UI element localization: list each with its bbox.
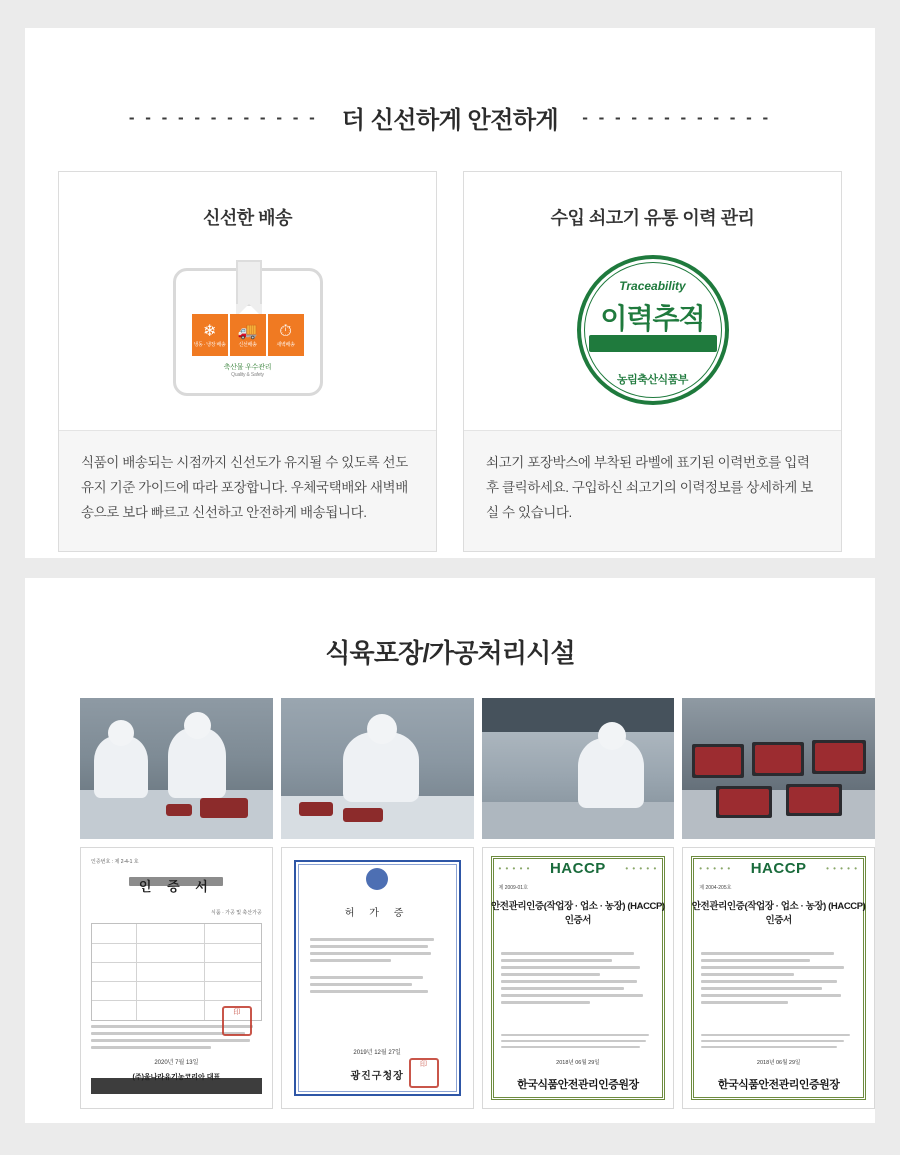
cert-doc-no: 제 2004-205호 (699, 885, 732, 891)
traceability-seal-icon (577, 255, 729, 405)
cert-haccp-2 (682, 847, 875, 1109)
cert-emblem-icon (366, 868, 388, 890)
heading-dash-right: - - - - - - - - - - - - (582, 107, 772, 127)
cert-title: 허 가 증 (344, 908, 410, 919)
delivery-box-icon (173, 260, 323, 400)
cert-footer-bar (91, 1078, 262, 1094)
facility-photo-grid (80, 698, 875, 839)
card-beef-traceability (463, 171, 842, 552)
quality-mark (192, 362, 304, 378)
cert-issuer: 한국식품안전관리인증원장 (717, 1079, 840, 1091)
badge-row (192, 314, 304, 356)
photo-meat-trimming (80, 698, 273, 839)
cert-title: 안전관리인증(작업장 · 업소 · 농장) (HACCP) 인증서 (491, 901, 665, 927)
section-one-heading (25, 100, 875, 135)
freshness-section (25, 28, 875, 558)
seal-top-text: Traceability (619, 279, 686, 293)
photo-inspection-line (482, 698, 675, 839)
cert-certification (80, 847, 273, 1109)
info-card-list (58, 171, 842, 552)
cert-date: 2019년 12월 27일 (353, 1050, 401, 1056)
photo-meat (343, 808, 383, 822)
photo-meat (166, 804, 192, 816)
cert-title: 안전관리인증(작업장 · 업소 · 농장) (HACCP) 인증서 (691, 901, 866, 927)
haccp-dots-right: • • • • • (826, 864, 858, 873)
card-title: 수입 쇠고기 유통 이력 관리 (550, 208, 755, 228)
truck-icon: 🚚 (237, 322, 258, 340)
badge-fresh (230, 314, 266, 356)
box-ribbon (236, 260, 262, 306)
section-two-title: 식육포장/가공처리시설 (325, 638, 575, 668)
photo-packaging-line (281, 698, 474, 839)
cert-date: 2018년 06월 29일 (556, 1060, 600, 1066)
photo-tray (716, 786, 772, 818)
snowflake-icon: ❄ (202, 322, 217, 340)
card-fresh-delivery (58, 171, 437, 552)
haccp-dots-left: • • • • • (699, 864, 732, 873)
photo-machine (482, 698, 675, 732)
facility-section (25, 578, 875, 1123)
photo-worker-head (108, 720, 134, 746)
cert-header-label: 인증번호 : 제 2-4-1 호 (91, 859, 139, 865)
certificate-grid (80, 847, 875, 1109)
section-one-title: 더 신선하게 안전하게 (341, 107, 559, 134)
badge-label: 냉동 · 냉장 배송 (193, 341, 226, 348)
photo-worker-head (598, 722, 626, 750)
photo-tray (752, 742, 804, 776)
photo-tray-conveyor (682, 698, 875, 839)
seal-main-text: 이력추적 (600, 303, 705, 334)
cert-sub-label: 식품 · 가공 및 축산가공 (211, 909, 262, 916)
cert-note (701, 1030, 856, 1052)
cert-note (501, 1030, 656, 1052)
cert-doc-no: 제 2009-01호 (498, 885, 528, 891)
clock-icon: ⏱ (279, 322, 292, 340)
photo-tray (692, 744, 744, 778)
cert-body (91, 858, 262, 1098)
haccp-dots-left: • • • • • (498, 864, 531, 873)
cert-date: 2020년 7월 13일 (154, 1060, 199, 1066)
photo-worker-head (184, 712, 211, 739)
photo-meat (200, 798, 248, 818)
photo-tray (786, 784, 842, 816)
cert-permit (281, 847, 474, 1109)
cert-fields (310, 934, 445, 997)
cert-issuer: 광진구청장 (350, 1071, 404, 1082)
seal-bottom-text: 농림축산식품부 (617, 374, 688, 386)
quality-mark-top: 축산물 우수관리 (223, 364, 272, 371)
cert-fields (501, 948, 656, 1008)
quality-mark-bottom: Quality & Safety (231, 372, 264, 378)
photo-tray (812, 740, 866, 774)
badge-label: 새벽배송 (276, 341, 295, 348)
badge-label: 신선배송 (238, 341, 257, 348)
card-title: 신선한 배송 (203, 208, 292, 228)
cert-stamp-icon: 印 (222, 1006, 252, 1036)
photo-meat (299, 802, 333, 816)
photo-conveyor (482, 802, 675, 839)
cert-stamp-icon: 印 (409, 1058, 439, 1088)
heading-dash-left: - - - - - - - - - - - - (128, 107, 318, 127)
cert-title: 인 증 서 (138, 878, 214, 894)
card-figure (59, 230, 436, 430)
cert-issuer: 한국식품안전관리인증원장 (517, 1079, 639, 1091)
haccp-dots-right: • • • • • (625, 864, 658, 873)
photo-worker-head (367, 714, 397, 744)
card-description: 식품이 배송되는 시점까지 신선도가 유지될 수 있도록 선도유지 기준 가이드에 따라 포장합니다. 우체국택배와 새벽배송으로 보다 빠르고 신선하고 안전하게 배송됩니다. (59, 430, 436, 551)
haccp-brand: HACCP (750, 860, 807, 877)
seal-band (589, 335, 717, 352)
badge-dawn (268, 314, 304, 356)
card-description: 쇠고기 포장박스에 부착된 라벨에 표기된 이력번호를 입력 후 클릭하세요. 구입하신 쇠고기의 이력정보를 상세하게 보실 수 있습니다. (464, 430, 841, 551)
cert-date: 2018년 06월 29일 (756, 1060, 801, 1066)
card-figure (464, 230, 841, 430)
photo-conveyor (682, 790, 875, 839)
haccp-brand: HACCP (549, 860, 606, 877)
badge-frozen (192, 314, 228, 356)
cert-haccp-1 (482, 847, 675, 1109)
cert-fields (701, 948, 856, 1008)
